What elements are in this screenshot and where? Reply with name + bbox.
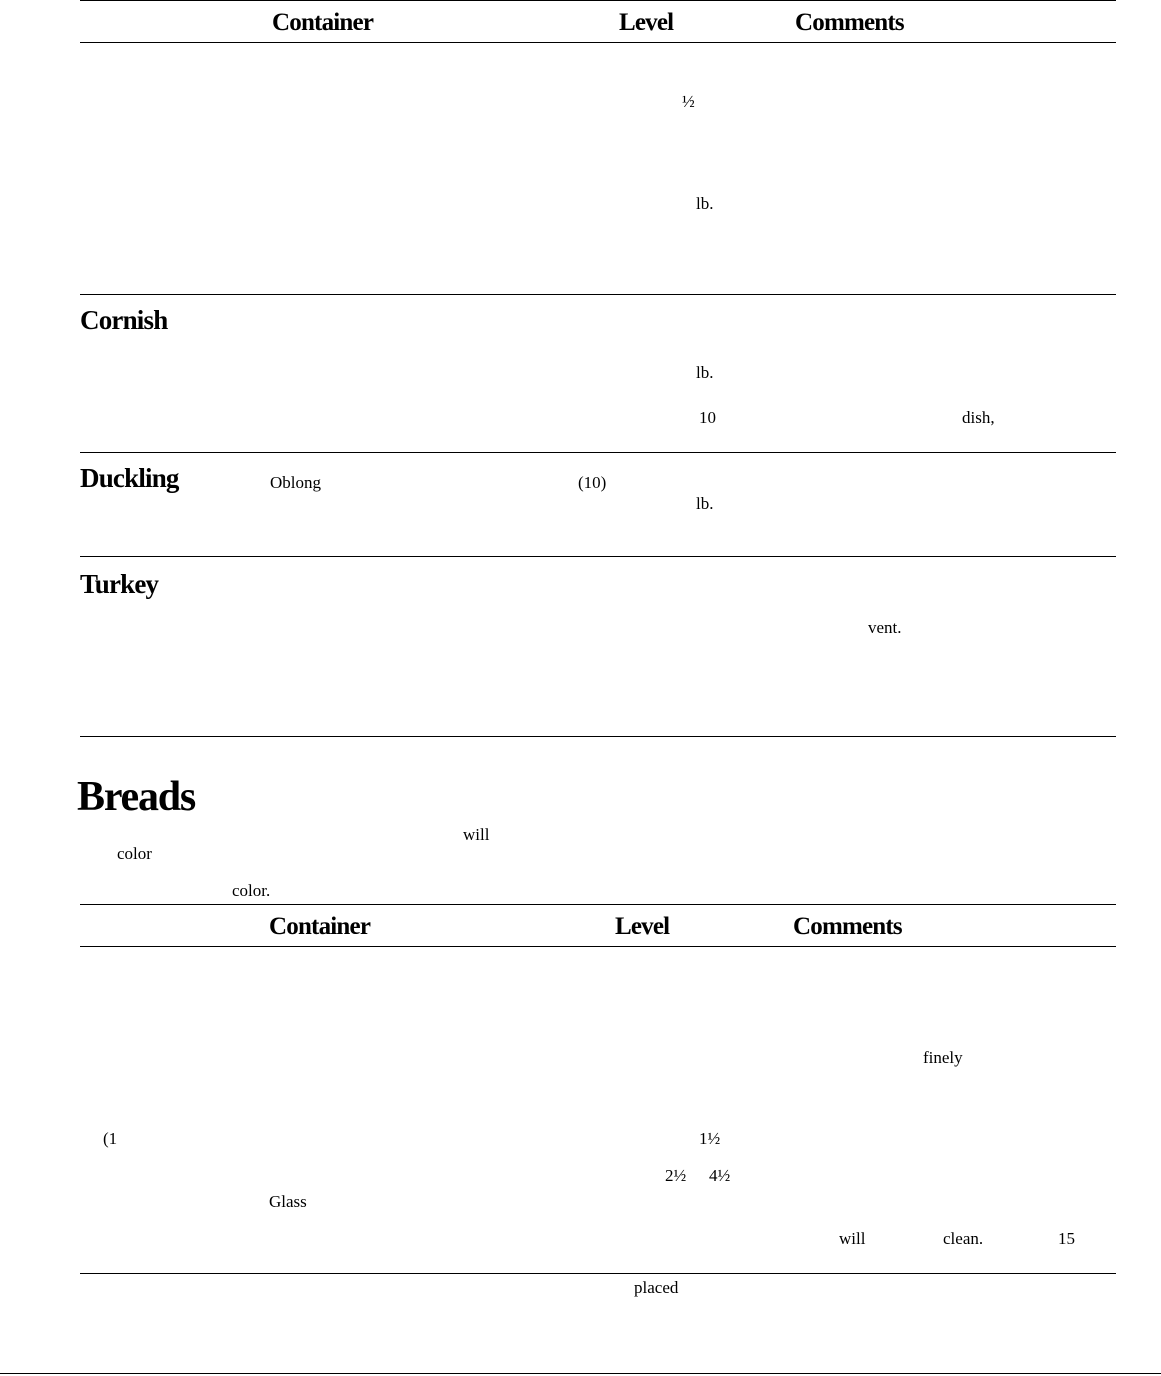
fragment-will: will [839,1229,866,1248]
section-rule [80,452,1116,453]
breads-table-bottom-rule [80,1273,1116,1274]
fragment-lb: lb. [696,363,714,382]
fragment-glass: Glass [269,1192,307,1211]
intro-fragment-color: color. [232,881,271,900]
fragment-lb: lb. [696,494,714,513]
section-rule [80,556,1116,557]
fragment-four-half: 4½ [709,1166,731,1185]
fragment-oblong: Oblong [270,473,321,492]
section-title-duckling: Duckling [80,463,179,493]
fragment-dish: dish, [962,408,995,427]
breads-header-bottom-rule [80,946,1116,947]
fragment-finely: finely [923,1048,963,1067]
breads-heading: Breads [77,774,196,820]
header-bottom-rule [80,42,1116,43]
breads-column-header-level: Level [615,913,670,940]
table-bottom-rule [80,736,1116,737]
fragment-half: ½ [682,92,695,111]
section-title-turkey: Turkey [80,569,159,599]
table-top-rule [80,0,1116,1]
intro-fragment-will: will [463,825,490,844]
column-header-comments: Comments [795,9,904,36]
fragment-one-half: 1½ [699,1129,721,1148]
fragment-fifteen: 15 [1058,1229,1075,1248]
fragment-ten: 10 [699,408,716,427]
intro-fragment-color: color [117,844,152,863]
fragment-vent: vent. [868,618,902,637]
fragment-paren-one: (1 [103,1129,118,1148]
fragment-clean: clean. [943,1229,984,1248]
fragment-placed: placed [634,1278,679,1297]
breads-column-header-container: Container [269,913,371,940]
fragment-lb: lb. [696,194,714,213]
section-title-cornish: Cornish [80,305,168,335]
column-header-level: Level [619,9,674,36]
fragment-ten-paren: (10) [578,473,607,492]
column-header-container: Container [272,9,374,36]
page-bottom-rule [0,1373,1161,1374]
section-rule [80,294,1116,295]
breads-table-top-rule [80,904,1116,905]
breads-column-header-comments: Comments [793,913,902,940]
fragment-two-half: 2½ [665,1166,687,1185]
